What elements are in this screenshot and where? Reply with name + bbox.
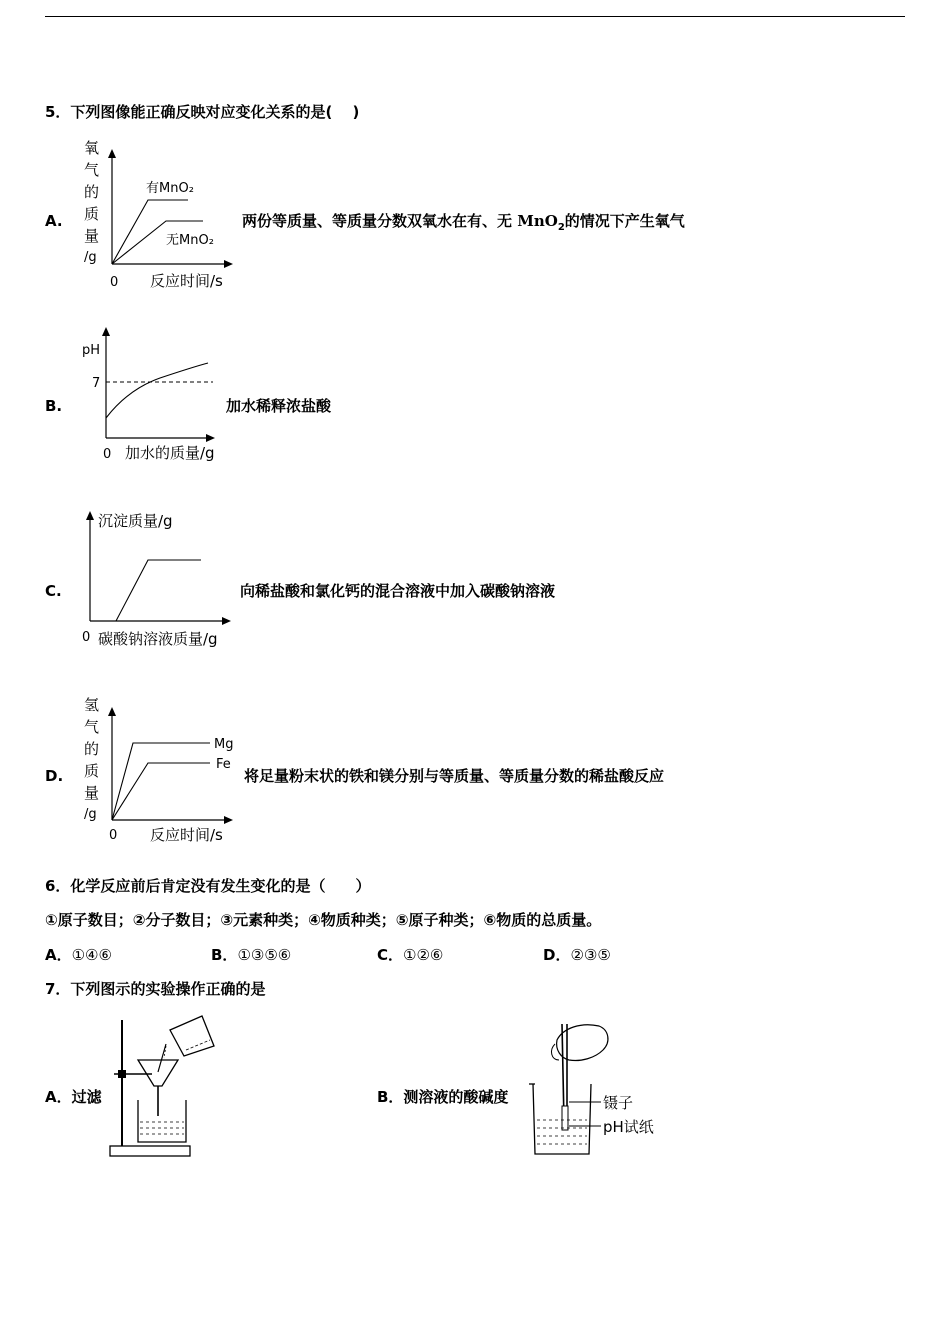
graph-b-tick-7: 7 [92,376,101,391]
q5-option-c-letter: C. [45,582,62,600]
graph-c-curve [90,560,201,621]
q5-stem: 5．下列图像能正确反映对应变化关系的是( ) [45,103,360,121]
q7-option-a-label: A．过滤 [45,1088,102,1106]
beaker [138,1100,186,1142]
stand-base [110,1146,190,1156]
graph-b [78,322,238,472]
graph-d-curve-fe [112,763,210,820]
graph-a-origin: 0 [110,275,119,290]
q6-option-b: B．①③⑤⑥ [211,946,292,964]
graph-a [78,136,248,296]
ph-test-illustration [525,1020,675,1165]
graph-c-xlabel: 碳酸钠溶液质量/g [98,630,218,648]
graph-a-ylabel [84,139,99,265]
graph-b-xlabel: 加水的质量/g [125,444,215,462]
graph-d-origin: 0 [109,828,118,843]
graph-d-label-mg: Mg [214,737,234,752]
graph-c-origin: 0 [82,630,91,645]
svg-text:气: 气 [84,718,100,736]
svg-text:/g: /g [84,250,97,265]
graph-d-xlabel: 反应时间/s [150,826,223,844]
graph-b-curve [106,363,208,418]
graph-a-label-with: 有MnO₂ [146,181,194,196]
graph-d-y-arrow [108,707,116,716]
q6-items: ①原子数目；②分子数目；③元素种类；④物质种类；⑤原子种类；⑥物质的总质量。 [45,911,602,929]
clamp-screw [118,1070,126,1078]
pouring-beaker [170,1016,214,1056]
svg-text:氧: 氧 [84,139,100,157]
q5-option-b-letter: B. [45,397,63,415]
graph-b-y-arrow [102,327,110,336]
graph-c [78,504,248,654]
q7-stem: 7．下列图示的实验操作正确的是 [45,980,266,998]
graph-a-xlabel: 反应时间/s [150,272,223,290]
q6-option-d: D．②③⑤ [543,946,611,964]
svg-text:/g: /g [84,807,97,822]
graph-a-x-arrow [224,260,233,268]
graph-c-ylabel: 沉淀质量/g [98,512,173,530]
svg-text:气: 气 [84,161,100,179]
hand [557,1025,608,1061]
graph-d-ylabel [84,696,99,822]
svg-text:质: 质 [84,762,100,780]
q6-stem: 6．化学反应前后肯定没有发生变化的是（ ） [45,877,371,895]
q5-option-a-text: 两份等质量、等质量分数双氧水在有、无 MnO$_2$的情况下产生氧气 [242,212,685,233]
svg-text:的: 的 [84,740,100,758]
svg-text:质: 质 [84,205,100,223]
svg-text:氢: 氢 [84,696,100,714]
q5-option-d-letter: D. [45,767,64,785]
q5-option-c-text: 向稀盐酸和氯化钙的混合溶液中加入碳酸钠溶液 [240,582,556,600]
funnel [138,1060,178,1086]
graph-d-label-fe: Fe [216,757,231,772]
graph-a-label-without: 无MnO₂ [166,233,214,248]
q6-option-c: C．①②⑥ [377,946,444,964]
q5-option-d-text: 将足量粉末状的铁和镁分别与等质量、等质量分数的稀盐酸反应 [244,767,665,785]
svg-text:量: 量 [84,784,100,802]
ph-paper-label: pH试纸 [603,1118,654,1136]
q5-option-b-text: 加水稀释浓盐酸 [226,397,332,415]
glass-rod [158,1044,166,1072]
filtration-illustration [104,1008,224,1163]
q6-option-a: A．①④⑥ [45,946,112,964]
svg-text:量: 量 [84,227,100,245]
graph-b-ylabel: pH [82,343,101,358]
graph-a-y-arrow [108,149,116,158]
q7-option-b-label: B．测溶液的酸碱度 [377,1088,509,1106]
graph-b-origin: 0 [103,447,112,462]
graph-d-curve-mg [112,743,210,820]
graph-c-x-arrow [222,617,231,625]
tweezers-label: 镊子 [603,1094,634,1112]
svg-text:的: 的 [84,183,100,201]
graph-d [78,692,248,852]
mno2-formula: MnO [517,212,558,230]
graph-d-x-arrow [224,816,233,824]
graph-b-x-arrow [206,434,215,442]
q5-option-a-letter: A. [45,212,63,230]
ph-paper [562,1106,568,1130]
graph-c-y-arrow [86,511,94,520]
header-rule [45,16,905,17]
